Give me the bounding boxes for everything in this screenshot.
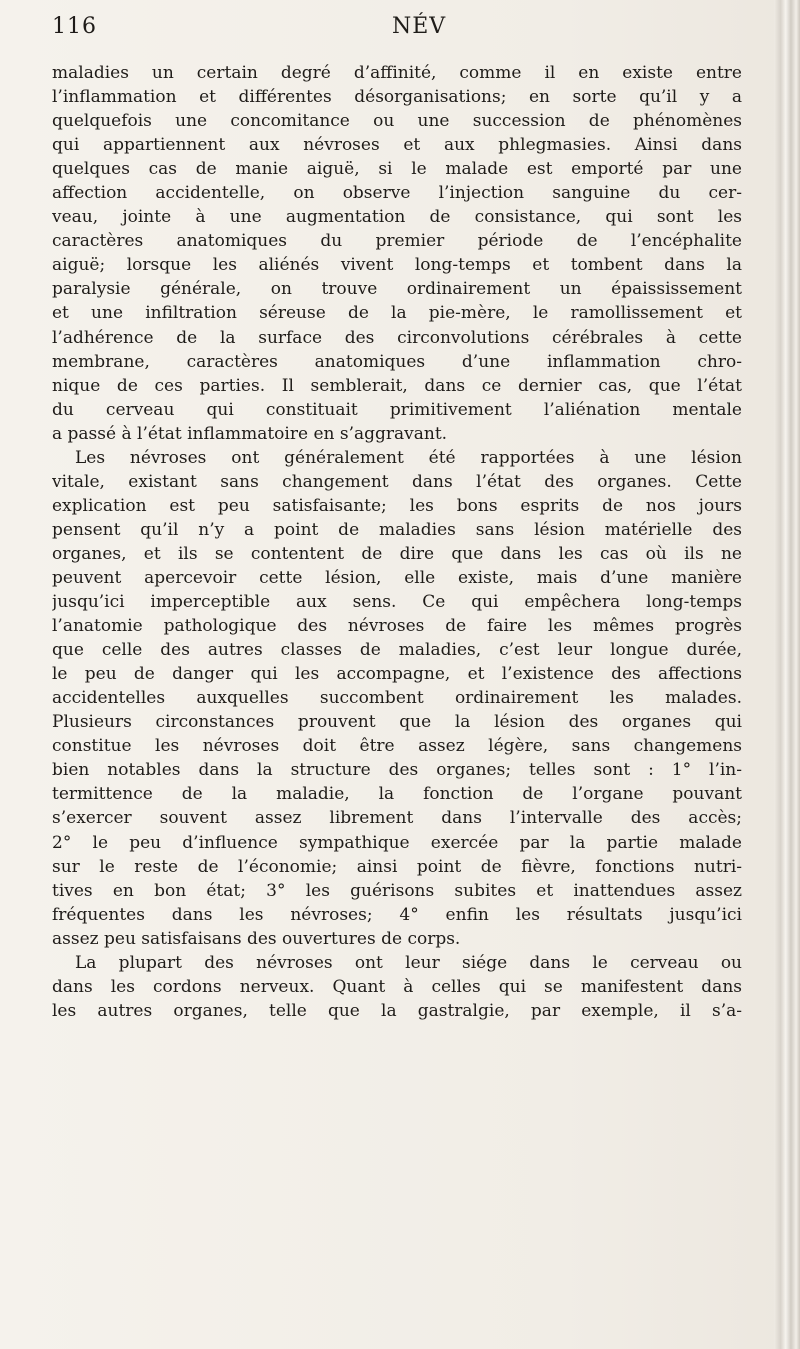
- text-line: Plusieurs circonstances prouvent que la lésion des organes qui: [52, 712, 742, 733]
- text-line: explication est peu satisfaisante; les bons esprits de nos jours: [52, 495, 742, 516]
- text-line: La plupart des névroses ont leur siége dans le cerveau ou: [75, 952, 742, 973]
- text-line: termittence de la maladie, la fonction de l’organe pouvant: [52, 784, 742, 805]
- text-line: l’anatomie pathologique des névroses de faire les mêmes progrès: [52, 616, 742, 637]
- text-line: que celle des autres classes de maladies, c’est leur longue durée,: [52, 640, 742, 661]
- text-line: du cerveau qui constituait primitivement l’aliénation mentale: [52, 399, 742, 420]
- text-line: accidentelles auxquelles succombent ordinairement les malades.: [52, 688, 742, 709]
- text-line: Les névroses ont généralement été rapportées à une lésion: [75, 447, 742, 468]
- text-line: quelquefois une concomitance ou une succession de phénomènes: [52, 111, 742, 132]
- text-line: sur le reste de l’économie; ainsi point de fièvre, fonctions nutri-: [52, 856, 742, 877]
- text-line: fréquentes dans les névroses; 4° enfin les résultats jusqu’ici: [52, 904, 742, 925]
- text-line: membrane, caractères anatomiques d’une inflammation chro-: [52, 351, 742, 372]
- text-line: s’exercer souvent assez librement dans l’intervalle des accès;: [52, 808, 742, 829]
- page-number: 116: [52, 14, 97, 39]
- text-line: le peu de danger qui les accompagne, et l’existence des affections: [52, 664, 742, 685]
- page-header: [52, 6, 742, 46]
- text-line: dans les cordons nerveux. Quant à celles qui se manifestent dans: [52, 976, 742, 997]
- running-head: NÉV: [392, 14, 447, 39]
- text-line: paralysie générale, on trouve ordinairement un épaississement: [52, 279, 742, 300]
- text-line: 2° le peu d’influence sympathique exercée par la partie malade: [52, 832, 742, 853]
- text-line: l’adhérence de la surface des circonvolutions cérébrales à cette: [52, 327, 742, 348]
- text-line: et une infiltration séreuse de la pie-mère, le ramollissement et: [52, 303, 742, 324]
- text-line: les autres organes, telle que la gastralgie, par exemple, il s’a-: [52, 1000, 742, 1021]
- text-line: affection accidentelle, on observe l’injection sanguine du cer-: [52, 183, 742, 204]
- text-line: aiguë; lorsque les aliénés vivent long-temps et tombent dans la: [52, 255, 742, 276]
- text-line: peuvent apercevoir cette lésion, elle existe, mais d’une manière: [52, 567, 742, 588]
- text-line: qui appartiennent aux névroses et aux phlegmasies. Ainsi dans: [52, 135, 742, 156]
- text-line: jusqu’ici imperceptible aux sens. Ce qui empêchera long-temps: [52, 592, 742, 613]
- body-text: [52, 61, 742, 1023]
- text-line: veau, jointe à une augmentation de consistance, qui sont les: [52, 207, 742, 228]
- text-line: vitale, existant sans changement dans l’état des organes. Cette: [52, 471, 742, 492]
- text-line: l’inflammation et différentes désorganisations; en sorte qu’il y a: [52, 87, 742, 108]
- text-line: caractères anatomiques du premier période de l’encéphalite: [52, 231, 742, 252]
- text-line: organes, et ils se contentent de dire que dans les cas où ils ne: [52, 543, 742, 564]
- text-line: a passé à l’état inflammatoire en s’aggravant.: [52, 423, 448, 444]
- text-line: maladies un certain degré d’affinité, comme il en existe entre: [52, 63, 742, 83]
- text-line: pensent qu’il n’y a point de maladies sans lésion matérielle des: [52, 519, 742, 540]
- text-line: bien notables dans la structure des organes; telles sont : 1° l’in-: [52, 760, 742, 781]
- text-line: quelques cas de manie aiguë, si le malade est emporté par une: [52, 159, 742, 180]
- text-line: nique de ces parties. Il semblerait, dans ce dernier cas, que l’état: [52, 375, 742, 396]
- text-line: tives en bon état; 3° les guérisons subites et inattendues assez: [52, 880, 742, 901]
- text-line: constitue les névroses doit être assez légère, sans changemens: [52, 736, 742, 757]
- text-line: assez peu satisfaisans des ouvertures de corps.: [52, 928, 461, 949]
- page-edge: [774, 0, 800, 1349]
